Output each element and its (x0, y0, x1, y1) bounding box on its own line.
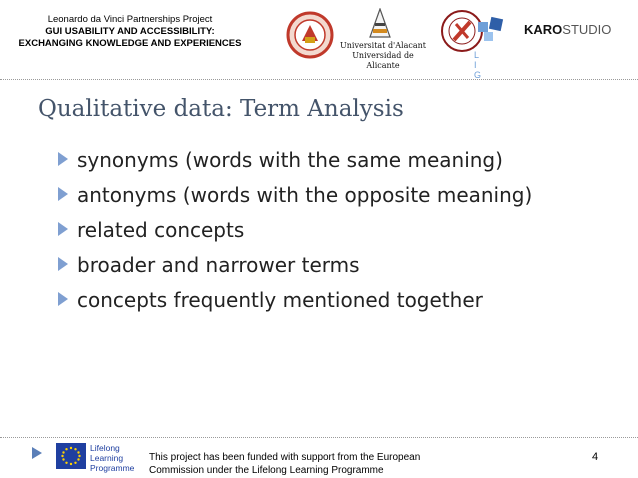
funding-notice (149, 451, 420, 477)
llp-label-line3: Programme (90, 463, 135, 473)
project-subtitle-line1: GUI USABILITY AND ACCESSIBILITY: (45, 26, 215, 37)
karo-studio-logo (524, 22, 611, 37)
llp-label-line1: Lifelong (90, 443, 120, 453)
slide-title: Qualitative data: Term Analysis (38, 96, 404, 122)
list-item (58, 177, 532, 212)
project-subtitle-line2: EXCHANGING KNOWLEDGE AND EXPERIENCES (18, 38, 242, 49)
karo-word: KARO (524, 22, 563, 37)
funding-notice-line1: This project has been funded with support from the European (149, 452, 421, 463)
header-divider (0, 79, 638, 80)
alicante-name-line2: Universidad de Alicante (352, 51, 414, 70)
bullet-triangle-icon (58, 152, 68, 166)
list-item (58, 247, 532, 282)
eu-flag-icon (56, 443, 86, 469)
list-item (58, 142, 532, 177)
alicante-name-line1: Universitat d'Alacant (340, 41, 426, 50)
funding-notice-line2: Commission under the Lifelong Learning Programme (149, 465, 384, 476)
bullet-list (58, 142, 532, 317)
list-item (58, 212, 532, 247)
llp-label-line2: Learning (90, 453, 124, 463)
lig-label: L I G (474, 50, 485, 80)
red-seal-logo (286, 11, 334, 59)
project-header (6, 14, 254, 50)
lig-logo (474, 16, 514, 50)
footer-divider (0, 437, 638, 438)
bullet-text: synonyms (words with the same meaning) (77, 147, 503, 172)
project-name: Leonardo da Vinci Partnerships Project (47, 14, 213, 25)
bullet-triangle-icon (58, 292, 68, 306)
bullet-text: antonyms (words with the opposite meaning) (77, 182, 533, 207)
llp-label (90, 443, 134, 473)
studio-word: STUDIO (562, 22, 612, 37)
list-item (58, 282, 532, 317)
bullet-text: broader and narrower terms (77, 252, 360, 277)
bullet-triangle-icon (58, 257, 68, 271)
bullet-text: concepts frequently mentioned together (77, 287, 483, 312)
bullet-triangle-icon (58, 222, 68, 236)
footer-arrow-icon (32, 447, 42, 459)
alicante-emblem-icon (368, 8, 392, 40)
bullet-triangle-icon (58, 187, 68, 201)
page-number: 4 (592, 451, 599, 463)
alicante-name (338, 41, 428, 71)
bullet-text: related concepts (77, 217, 245, 242)
